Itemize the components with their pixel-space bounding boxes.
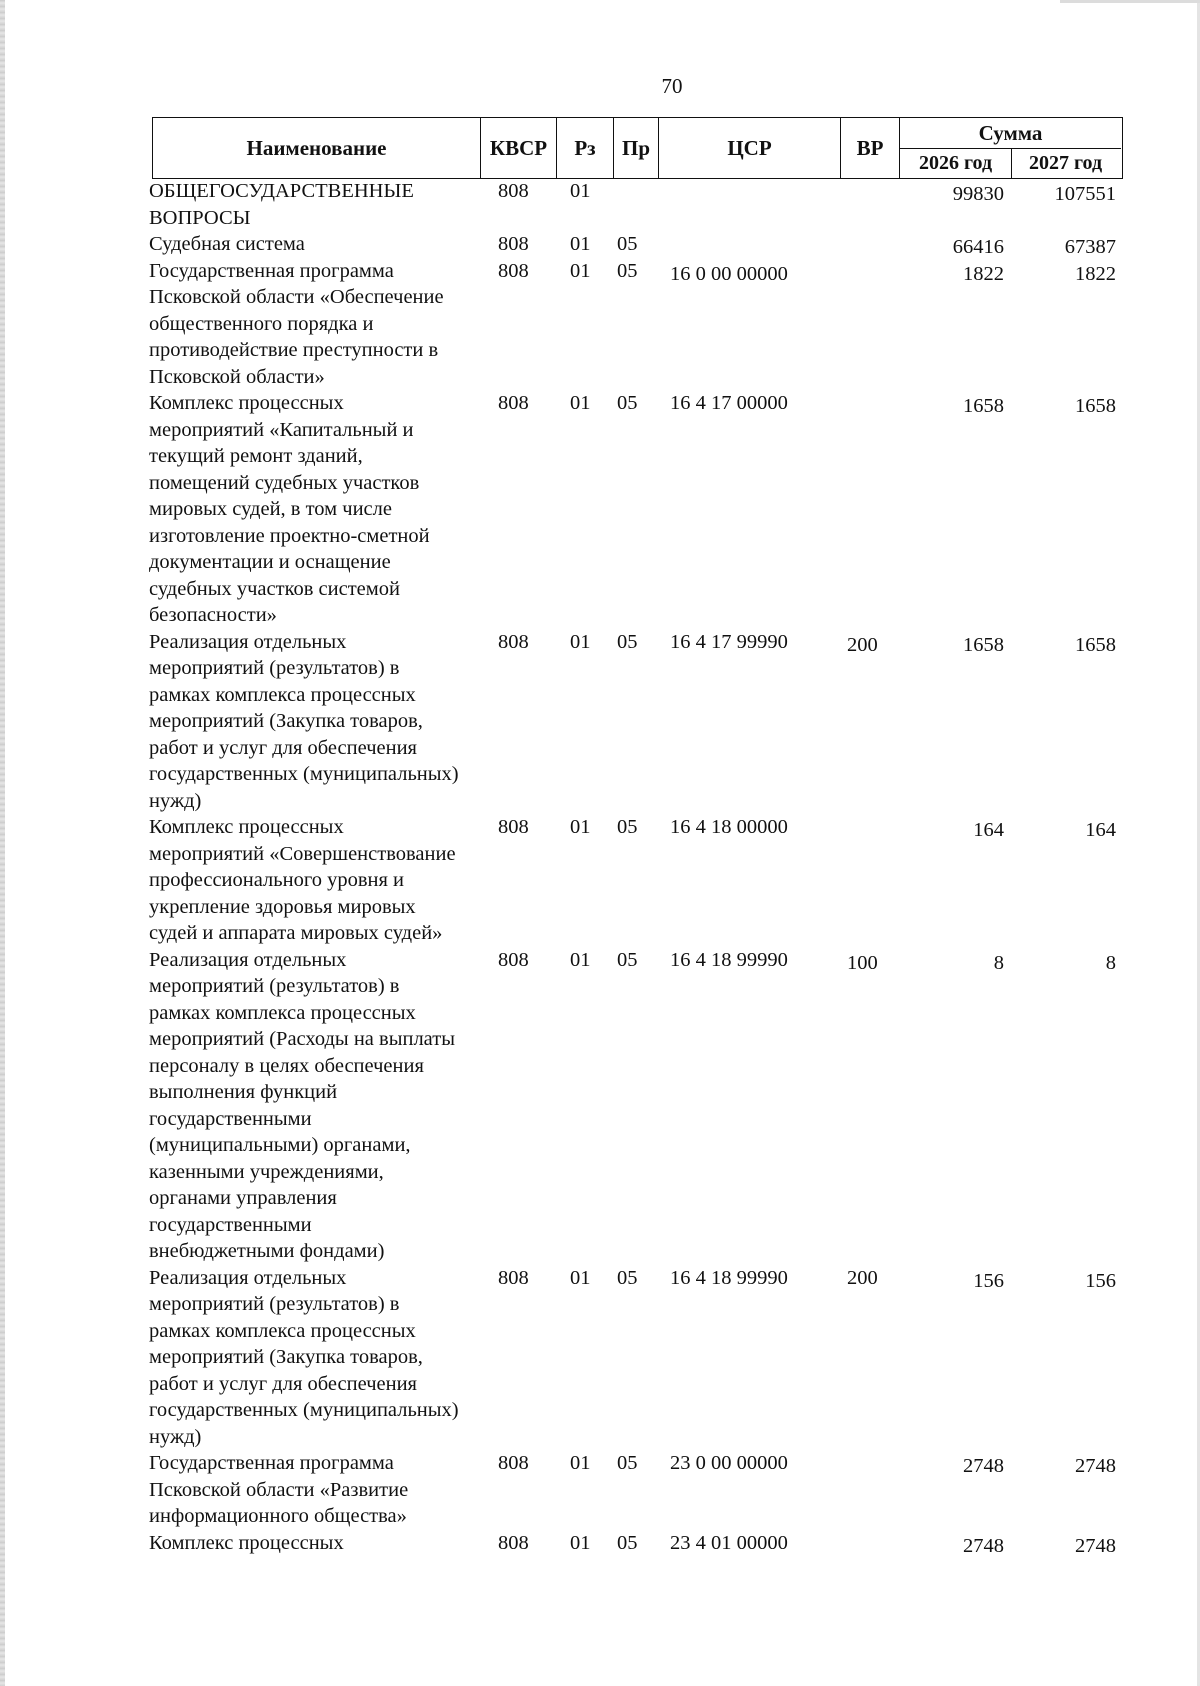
row-kvsr: 808 — [498, 1531, 529, 1554]
row-csr: 23 0 00 00000 — [670, 1452, 788, 1474]
row-name: Реализация отдельных мероприятий (результатов) в рамках комплекса процессных мероприятий (Расходы на выплаты персоналу в целях обеспечения выполнения функций государственными (муниципальными) органами, казенными учреждениями, органами управления государственными внебюджетными фондами) — [149, 948, 455, 1262]
row-csr: 16 4 17 99990 — [670, 630, 788, 653]
row-sum-2027: 67387 — [1064, 236, 1116, 258]
row-sum-2026: 8 — [993, 951, 1004, 974]
row-csr: 16 0 00 00000 — [670, 262, 788, 285]
row-rz: 01 — [570, 1452, 591, 1474]
page-number: 70 — [661, 74, 683, 98]
row-pr: 05 — [617, 233, 638, 255]
row-csr: 23 4 01 00000 — [670, 1531, 788, 1554]
row-name: Реализация отдельных мероприятий (результатов) в рамках комплекса процессных мероприятий (Закупка товаров, работ и услуг для обеспечения государственных (муниципальных) нужд) — [149, 1266, 459, 1448]
row-kvsr: 808 — [498, 392, 529, 414]
table-row — [0, 629, 1200, 815]
table-row — [0, 1530, 1200, 1557]
row-vr: 200 — [847, 1266, 878, 1289]
header-kvsr: КВСР — [481, 118, 557, 178]
table-row — [0, 814, 1200, 947]
row-name: Государственная программа Псковской области «Обеспечение общественного порядка и противодействие преступности в Псковской области» — [149, 259, 444, 388]
row-sum-2027: 164 — [1085, 819, 1116, 841]
row-rz: 01 — [570, 948, 591, 971]
row-sum-2026: 66416 — [952, 236, 1004, 258]
row-name: ОБЩЕГОСУДАРСТВЕННЫЕ ВОПРОСЫ — [149, 180, 414, 229]
row-vr: 200 — [847, 633, 878, 656]
row-pr: 05 — [617, 948, 638, 971]
table-row — [0, 1265, 1200, 1451]
row-pr: 05 — [617, 1266, 638, 1289]
header-sum: Сумма — [900, 118, 1121, 149]
row-name: Комплекс процессных мероприятий «Совершенствование профессионального уровня и укрепление здоровья мировых судей и аппарата мировых судей» — [149, 816, 456, 944]
table-row — [0, 178, 1200, 231]
row-name: Комплекс процессных мероприятий «Капитальный и текущий ремонт зданий, помещений судебных участков мировых судей, в том числе изготовление проектно-сметной документации и оснащение судебных участков системой безопасности» — [149, 392, 430, 626]
row-rz: 01 — [570, 816, 591, 838]
row-csr: 16 4 17 00000 — [670, 392, 788, 414]
row-pr: 05 — [617, 630, 638, 653]
row-sum-2026: 164 — [973, 819, 1004, 841]
header-rz: Рз — [557, 118, 614, 178]
row-name: Государственная программа Псковской области «Развитие информационного общества» — [149, 1452, 409, 1527]
row-sum-2027: 8 — [1105, 951, 1116, 974]
row-name: Реализация отдельных мероприятий (результатов) в рамках комплекса процессных мероприятий (Закупка товаров, работ и услуг для обеспечения государственных (муниципальных) нужд) — [149, 630, 459, 812]
row-kvsr: 808 — [498, 1266, 529, 1289]
row-sum-2027: 156 — [1085, 1269, 1116, 1292]
row-rz: 01 — [570, 259, 591, 282]
table-body — [0, 178, 1200, 1556]
row-sum-2027: 1822 — [1075, 262, 1116, 285]
table-row — [0, 1450, 1200, 1530]
table-row — [0, 947, 1200, 1265]
table-row — [0, 258, 1200, 391]
row-rz: 01 — [570, 1531, 591, 1554]
row-kvsr: 808 — [498, 180, 529, 202]
row-sum-2026: 1658 — [963, 633, 1004, 656]
row-kvsr: 808 — [498, 630, 529, 653]
header-year-2027: 2027 год — [1028, 152, 1103, 174]
row-kvsr: 808 — [498, 1452, 529, 1474]
row-pr: 05 — [617, 1452, 638, 1474]
row-sum-2026: 99830 — [952, 183, 1004, 205]
row-name: Судебная система — [149, 233, 305, 255]
row-sum-2027: 1658 — [1075, 633, 1116, 656]
row-rz: 01 — [570, 233, 591, 255]
row-sum-2027: 2748 — [1075, 1534, 1116, 1557]
header-pr: Пр — [614, 118, 659, 178]
header-sum-group — [900, 118, 1121, 178]
header-years — [900, 149, 1121, 178]
row-pr: 05 — [617, 816, 638, 838]
row-sum-2026: 1658 — [963, 395, 1004, 417]
row-pr: 05 — [617, 259, 638, 282]
row-sum-2026: 2748 — [963, 1534, 1004, 1557]
row-pr: 05 — [617, 392, 638, 414]
row-sum-2027: 107551 — [1054, 183, 1116, 205]
row-csr: 16 4 18 99990 — [670, 948, 788, 971]
table-header — [152, 117, 1123, 179]
scan-edge-top — [1060, 0, 1200, 3]
row-csr: 16 4 18 00000 — [670, 816, 788, 838]
table-row — [0, 231, 1200, 258]
row-sum-2027: 2748 — [1075, 1455, 1116, 1477]
row-sum-2026: 2748 — [963, 1455, 1004, 1477]
header-csr: ЦСР — [659, 118, 841, 178]
row-rz: 01 — [570, 630, 591, 653]
row-pr: 05 — [617, 1531, 638, 1554]
row-sum-2026: 156 — [973, 1269, 1004, 1292]
header-name: Наименование — [153, 118, 481, 178]
row-kvsr: 808 — [498, 233, 529, 255]
row-rz: 01 — [570, 392, 591, 414]
header-vr: ВР — [841, 118, 900, 178]
row-kvsr: 808 — [498, 948, 529, 971]
row-rz: 01 — [570, 180, 591, 202]
row-kvsr: 808 — [498, 259, 529, 282]
row-rz: 01 — [570, 1266, 591, 1289]
row-sum-2026: 1822 — [963, 262, 1004, 285]
row-sum-2027: 1658 — [1075, 395, 1116, 417]
row-vr: 100 — [847, 951, 878, 974]
table-row — [0, 390, 1200, 629]
row-csr: 16 4 18 99990 — [670, 1266, 788, 1289]
header-year-2026: 2026 год — [900, 149, 1012, 178]
row-kvsr: 808 — [498, 816, 529, 838]
row-name: Комплекс процессных — [149, 1531, 344, 1554]
